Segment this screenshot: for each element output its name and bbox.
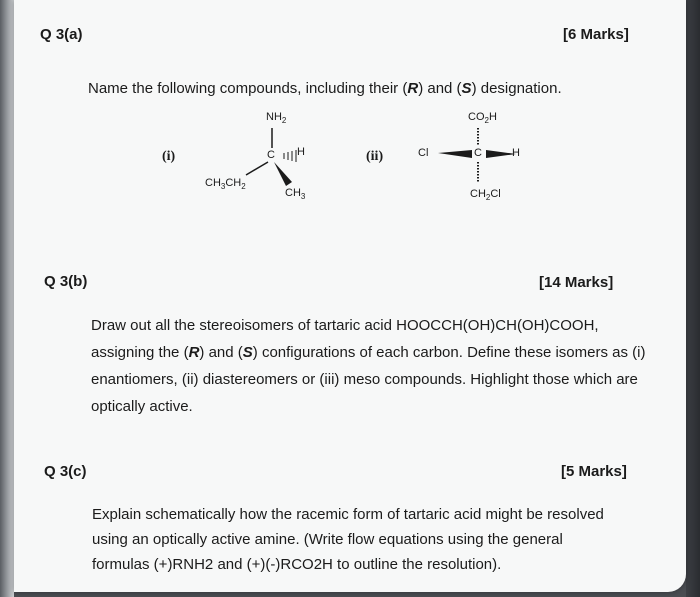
compound-ii-numeral: (ii) <box>366 149 384 164</box>
q3a-marks: [6 Marks] <box>563 26 629 43</box>
q3c-body <box>92 502 682 577</box>
compound-ii-center: C <box>474 147 482 159</box>
compound-i-bottom-group: $CH_3$ <box>285 187 306 202</box>
compound-i-left-group: $CH_3CH_2$ <box>205 177 246 192</box>
page-left-edge <box>0 0 14 597</box>
compound-ii-top-group: $CO_2H$ <box>468 111 497 126</box>
q3c-label: Q 3(c) <box>44 463 87 480</box>
q3b-body <box>91 312 681 420</box>
compound-i-center: C <box>267 149 275 161</box>
q3b-label: Q 3(b) <box>44 273 88 290</box>
compound-i-top-group: $NH_2$ <box>266 111 287 126</box>
q3c-line-1: Explain schematically how the racemic form of tartaric acid might be resolved <box>92 506 604 523</box>
exam-page <box>14 0 686 592</box>
compound-ii-right-group: H <box>512 147 520 159</box>
compound-i-numeral: (i) <box>162 149 176 164</box>
q3b-line-1: Draw out all the stereoisomers of tartaric acid HOOCCH(OH)CH(OH)COOH, <box>91 317 599 334</box>
q3b-line-3: enantiomers, (ii) diastereomers or (iii) meso compounds. Highlight those which are <box>91 371 638 388</box>
compound-ii-bottom-group: $CH_2Cl$ <box>470 188 501 203</box>
q3c-marks: [5 Marks] <box>561 463 627 480</box>
q3a-label: Q 3(a) <box>40 26 83 43</box>
q3a-instruction: Name the following compounds, including their (R) and (S) designation. <box>88 80 562 97</box>
compound-i-bonds <box>234 120 324 200</box>
q3c-line-2: using an optically active amine. (Write flow equations using the general <box>92 531 563 548</box>
q3b-line-2: assigning the (R) and (S) configurations of each carbon. Define these isomers as (i) <box>91 344 646 361</box>
q3b-line-4: optically active. <box>91 398 193 415</box>
q3b-marks: [14 Marks] <box>539 274 614 291</box>
page-right-shadow <box>686 0 700 597</box>
compound-i-right-group: H <box>297 146 305 158</box>
compound-ii-left-group: Cl <box>418 147 429 159</box>
q3c-line-3: formulas (+)RNH2 and (+)(-)RCO2H to outline the resolution). <box>92 556 502 573</box>
